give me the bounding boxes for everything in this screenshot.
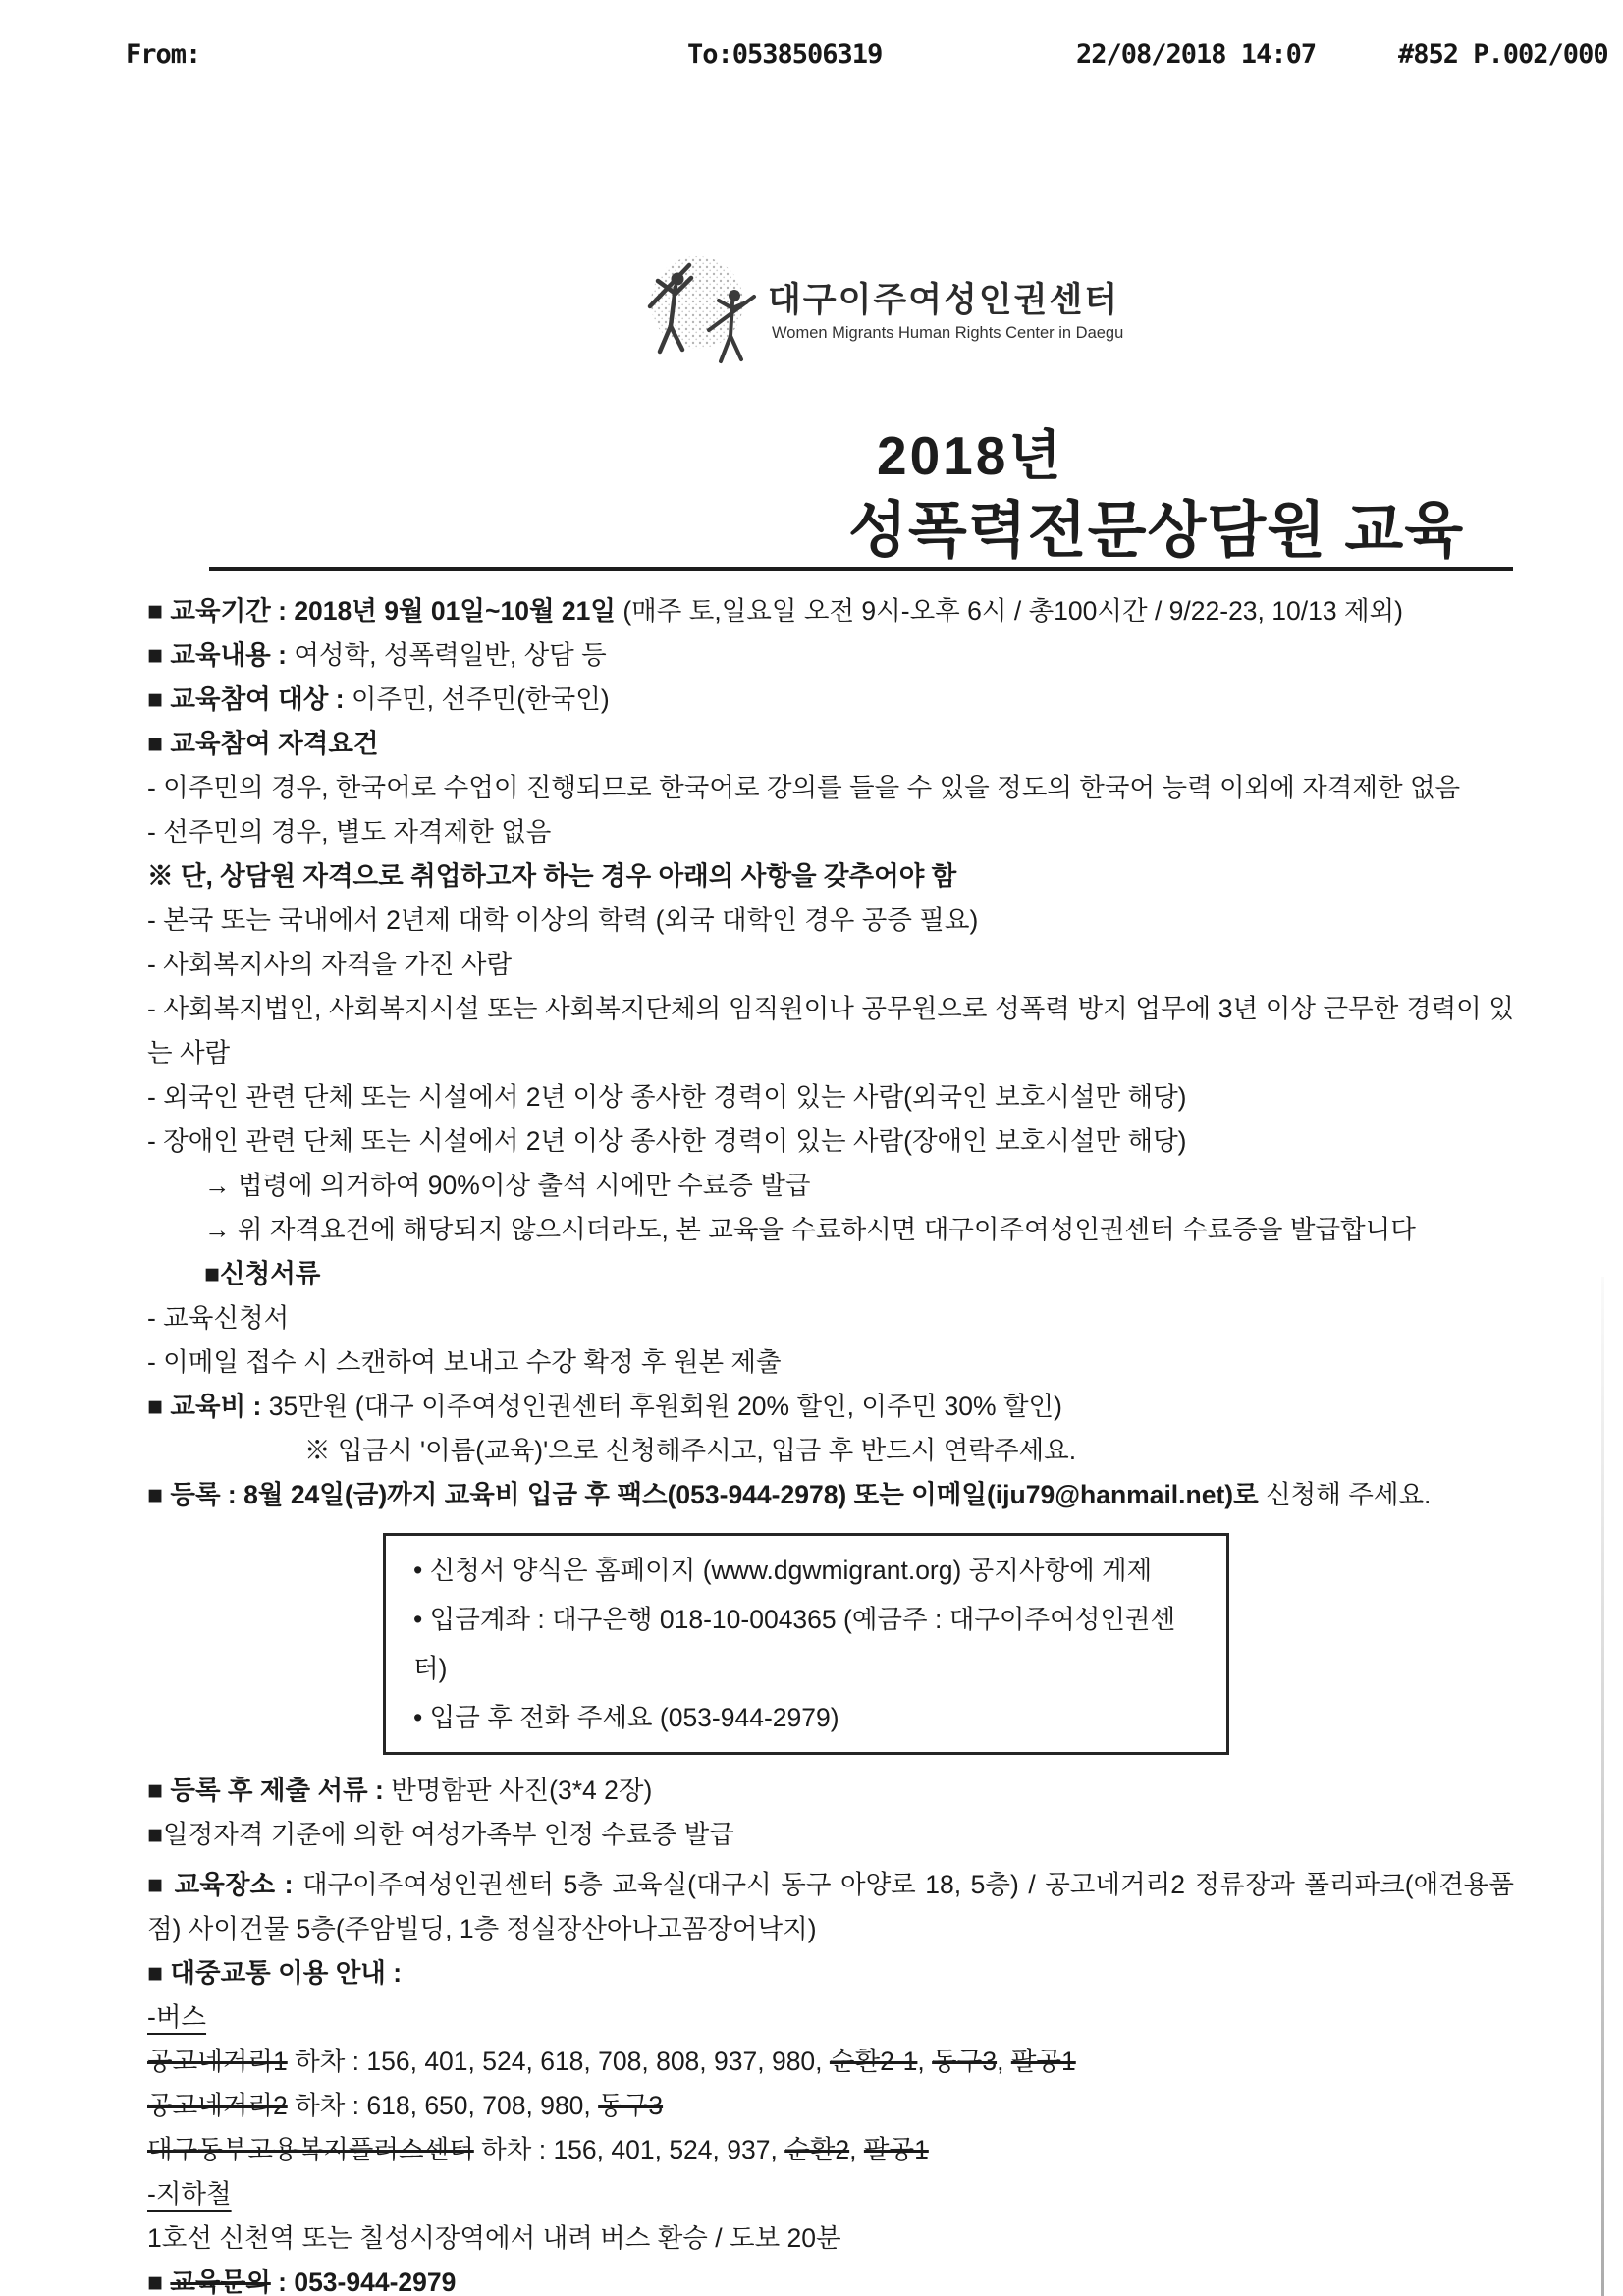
org-name-korean: 대구이주여성인권센터 <box>768 281 1120 319</box>
bus-stop3-line <box>147 2128 1514 2172</box>
subway-header-line <box>147 2172 1514 2216</box>
submit-docs-detail: 반명함판 사진(3*4 2장) <box>391 1776 653 1805</box>
fee-note-line: ※ 입금시 '이름(교육)'으로 신청해주시고, 입금 후 반드시 연락주세요. <box>304 1436 1077 1465</box>
registration-label: ■ 등록 : 8월 24일(금)까지 교육비 입금 후 팩스(053-944-2978) 또는 이메일(iju79@hanmail.net)로 <box>147 1480 1259 1509</box>
venue-detail: 대구이주여성인권센터 5층 교육실(대구시 동구 아양로 18, 5층) / 공고네거리2 정류장과 폴리파크(애견용품점) 사이건물 5층(주암빌딩, 1층 정실장산아나고꼼장어낙지) <box>147 1870 1514 1943</box>
bus-stop1-route-circ: 순환2-1 <box>829 2047 918 2076</box>
edu-content-label: ■ 교육내용 : <box>147 640 295 670</box>
attendance-note-line: → 법령에 의거하여 90%이상 출석 시에만 수료증 발급 <box>204 1171 811 1200</box>
employment-note-line: ※ 단, 상담원 자격으로 취업하고자 하는 경우 아래의 사항을 갖추어야 함 <box>147 861 957 891</box>
subway-header-text: -지하철 <box>147 2179 232 2209</box>
info-box-account-line: • 입금계좌 : 대구은행 018-10-004365 (예금주 : 대구이주여성인권센터) <box>413 1605 1176 1683</box>
fee-label: ■ 교육비 : <box>147 1392 269 1421</box>
contact-bullet: ■ <box>147 2268 171 2296</box>
fax-page-info: #852 P.002/000 <box>1398 39 1608 70</box>
document-body <box>147 589 1514 2296</box>
edu-content-line <box>147 633 1514 678</box>
submit-docs-label: ■ 등록 후 제출 서류 : <box>147 1776 392 1805</box>
registration-line <box>147 1473 1514 1517</box>
bus-stop3-routes: 하차 : 156, 401, 524, 937, <box>473 2135 785 2164</box>
qualification-migrant-line: - 이주민의 경우, 한국어로 수업이 진행되므로 한국어로 강의를 들을 수 있을 정도의 한국어 능력 이외에 자격제한 없음 <box>147 773 1461 802</box>
requirement-foreigner-org-line: - 외국인 관련 단체 또는 시설에서 2년 이상 종사한 경력이 있는 사람(외국인 보호시설만 해당) <box>147 1082 1187 1112</box>
bus-stop3-route-palgong: 팔공1 <box>863 2135 929 2164</box>
edu-qualification-header: ■ 교육참여 자격요건 <box>147 729 379 758</box>
fax-header <box>0 39 1623 79</box>
fax-from-label: From: <box>126 39 201 70</box>
edu-period-detail: (매주 토,일요일 오전 9시-오후 6시 / 총100시간 / 9/22-23, 10/13 제외) <box>622 596 1403 626</box>
requirement-welfare-org-line: - 사회복지법인, 사회복지시설 또는 사회복지단체의 임직원이나 공무원으로 성폭력 방지 업무에 3년 이상 근무한 경력이 있는 사람 <box>147 994 1514 1067</box>
bus-stop3-sep: , <box>849 2135 864 2164</box>
fax-datetime: 22/08/2018 14:07 <box>1076 39 1317 70</box>
page-title: 성폭력전문상담원 교육 <box>848 497 1465 565</box>
bus-stop1-line <box>147 2040 1514 2084</box>
requirement-degree-line: - 본국 또는 국내에서 2년제 대학 이상의 학력 (외국 대학인 경우 공증 필요) <box>147 905 979 935</box>
info-box-call-line: • 입금 후 전화 주세요 (053-944-2979) <box>413 1703 839 1732</box>
doc-application-line: - 교육신청서 <box>147 1303 290 1333</box>
bus-stop1-sep1: , <box>917 2047 933 2076</box>
bus-stop3-route-circ: 순환2 <box>784 2135 850 2164</box>
stick-figures-logo-icon <box>636 251 776 369</box>
bus-stop2-routes: 하차 : 618, 650, 708, 980, <box>287 2091 599 2120</box>
bus-stop2-line <box>147 2084 1514 2128</box>
cert-note-line <box>147 1813 1514 1857</box>
contact-line <box>147 2261 1514 2296</box>
fee-line <box>147 1385 1514 1429</box>
bus-stop1-route-palgong: 팔공1 <box>1010 2047 1076 2076</box>
title-year: 2018년 <box>877 425 1064 486</box>
cert-note-detail: 일정자격 기준에 의한 여성가족부 인정 수료증 발급 <box>163 1820 734 1849</box>
bus-header-text: -버스 <box>147 2002 207 2032</box>
contact-number: : 053-944-2979 <box>270 2268 457 2296</box>
cert-note-bullet: ■ <box>147 1820 164 1849</box>
edu-period-line <box>147 589 1514 633</box>
bus-stop2-route-donggu: 동구3 <box>598 2091 664 2120</box>
edu-target-line <box>147 678 1514 722</box>
submit-docs-line <box>147 1769 1514 1813</box>
info-box-form-line: • 신청서 양식은 홈페이지 (www.dgwmigrant.org) 공지사항에 게제 <box>413 1556 1153 1585</box>
bus-header-line <box>147 1995 1514 2040</box>
registration-detail: 신청해 주세요. <box>1258 1480 1432 1509</box>
venue-line <box>147 1863 1514 1951</box>
fee-detail: 35만원 (대구 이주여성인권센터 후원회원 20% 할인, 이주민 30% 할인) <box>268 1392 1062 1421</box>
scan-artifact-line <box>1601 1277 1604 2296</box>
edu-content-detail: 여성학, 성폭력일반, 상담 등 <box>294 640 607 670</box>
venue-label: ■ 교육장소 : <box>147 1870 302 1899</box>
edu-target-label: ■ 교육참여 대상 : <box>147 684 352 714</box>
bus-stop3-name: 대구동부고용복지플러스센터 <box>147 2135 474 2164</box>
bus-stop1-route-donggu: 동구3 <box>932 2047 998 2076</box>
bus-stop1-name: 공고네거리1 <box>147 2047 288 2076</box>
subway-info-line: 1호선 신천역 또는 칠성시장역에서 내려 버스 환승 / 도보 20분 <box>147 2223 841 2253</box>
contact-label: 교육문의 <box>170 2268 271 2296</box>
bus-stop2-name: 공고네거리2 <box>147 2091 288 2120</box>
requirement-social-worker-line: - 사회복지사의 자격을 가진 사람 <box>147 950 513 979</box>
bus-stop1-sep2: , <box>997 2047 1011 2076</box>
application-info-box <box>383 1533 1229 1755</box>
bus-stop1-routes: 하차 : 156, 401, 524, 618, 708, 808, 937, 980, <box>287 2047 830 2076</box>
edu-target-detail: 이주민, 선주민(한국인) <box>351 684 610 714</box>
edu-period-label: ■ 교육기간 : 2018년 9월 01일~10월 21일 <box>147 596 623 626</box>
certificate-note-line: → 위 자격요건에 해당되지 않으시더라도, 본 교육을 수료하시면 대구이주여성인권센터 수료증을 발급합니다 <box>204 1215 1416 1244</box>
transport-header-line: ■ 대중교통 이용 안내 : <box>147 1958 403 1988</box>
requirement-disabled-org-line: - 장애인 관련 단체 또는 시설에서 2년 이상 종사한 경력이 있는 사람(장애인 보호시설만 해당) <box>147 1126 1187 1156</box>
qualification-native-line: - 선주민의 경우, 별도 자격제한 없음 <box>147 817 552 847</box>
org-name-english: Women Migrants Human Rights Center in Daegu <box>772 324 1124 342</box>
fax-to-number: To:0538506319 <box>687 39 883 70</box>
application-docs-header: ■신청서류 <box>204 1259 321 1288</box>
doc-email-line: - 이메일 접수 시 스캔하여 보내고 수강 확정 후 원본 제출 <box>147 1347 782 1377</box>
title-divider <box>209 567 1513 571</box>
